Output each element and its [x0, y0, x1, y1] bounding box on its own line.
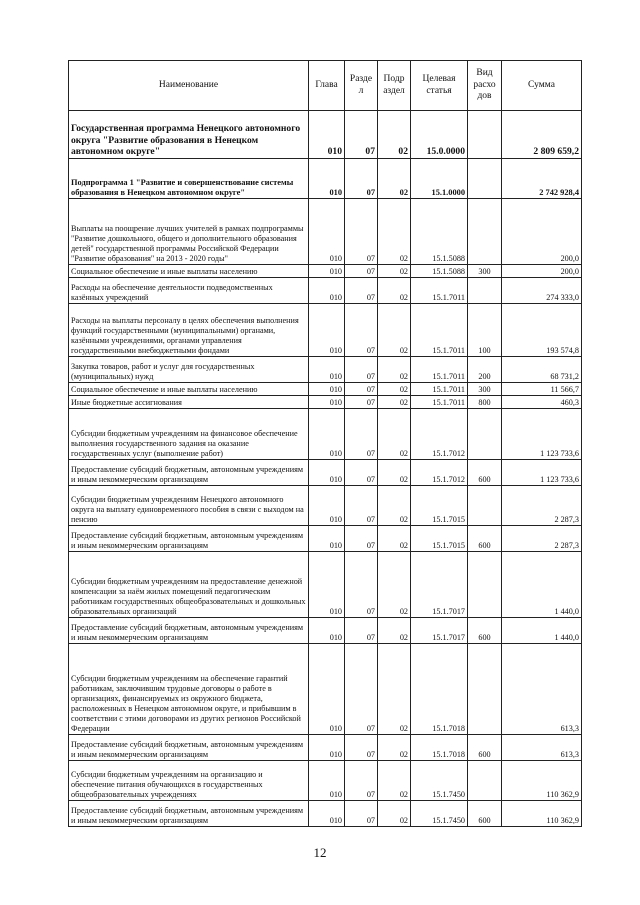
row-target-article-cell: 15.1.7011 [411, 357, 468, 383]
row-chapter-cell: 010 [309, 618, 345, 644]
row-expense-type-cell: 200 [468, 357, 502, 383]
row-section-cell: 07 [345, 396, 378, 409]
row-chapter-cell: 010 [309, 304, 345, 357]
row-chapter-cell: 010 [309, 644, 345, 735]
row-name-cell: Расходы на выплаты персоналу в целях обеспечения выполнения функций государственными (муниципальными) органами, казёнными учреждениями, органами управления государственными внебюджетными фондами [69, 304, 309, 357]
row-name-cell: Предоставление субсидий бюджетным, автономным учреждениям и иным некоммерческим организациям [69, 618, 309, 644]
row-section-cell: 07 [345, 409, 378, 460]
row-subsection-cell: 02 [378, 278, 411, 304]
budget-table [68, 60, 582, 827]
row-subsection-cell: 02 [378, 199, 411, 265]
row-target-article-cell: 15.1.7011 [411, 304, 468, 357]
table-row [69, 618, 582, 644]
column-header-amount: Сумма [502, 61, 582, 111]
row-target-article-cell: 15.1.7017 [411, 552, 468, 618]
column-header-section: Разде л [345, 61, 378, 111]
column-header-chapter: Глава [309, 61, 345, 111]
row-chapter-cell: 010 [309, 409, 345, 460]
row-name-cell: Социальное обеспечение и иные выплаты населению [69, 265, 309, 278]
row-name-cell: Подпрограмма 1 "Развитие и совершенствование системы образования в Ненецком автономном округе" [69, 159, 309, 199]
row-expense-type-cell: 600 [468, 618, 502, 644]
row-name-cell: Субсидии бюджетным учреждениям на обеспечение гарантий работникам, заключившим трудовые договоры о работе в организациях, финансируемых из окружного бюджета, расположенных в Ненецком автономном округе, и прибывшим в соответствии с этими договорами из других регионов Российской Федерации [69, 644, 309, 735]
row-name-cell: Субсидии бюджетным учреждениям на организацию и обеспечение питания обучающихся в государственных общеобразовательных учреждениях [69, 761, 309, 801]
row-section-cell: 07 [345, 460, 378, 486]
row-chapter-cell: 010 [309, 159, 345, 199]
row-target-article-cell: 15.1.7450 [411, 801, 468, 827]
row-name-cell: Закупка товаров, работ и услуг для государственных (муниципальных) нужд [69, 357, 309, 383]
row-amount-cell: 11 566,7 [502, 383, 582, 396]
row-amount-cell: 613,3 [502, 735, 582, 761]
page-number: 12 [313, 845, 327, 860]
row-name-cell: Предоставление субсидий бюджетным, автономным учреждениям и иным некоммерческим организациям [69, 526, 309, 552]
header-row [69, 61, 582, 111]
table-row [69, 304, 582, 357]
row-amount-cell: 68 731,2 [502, 357, 582, 383]
row-section-cell: 07 [345, 199, 378, 265]
table-row [69, 801, 582, 827]
row-expense-type-cell [468, 278, 502, 304]
row-target-article-cell: 15.1.0000 [411, 159, 468, 199]
row-subsection-cell: 02 [378, 265, 411, 278]
row-amount-cell: 460,3 [502, 396, 582, 409]
row-target-article-cell: 15.1.7015 [411, 526, 468, 552]
row-name-cell: Предоставление субсидий бюджетным, автономным учреждениям и иным некоммерческим организациям [69, 801, 309, 827]
row-name-cell: Расходы на обеспечение деятельности подведомственных казённых учреждений [69, 278, 309, 304]
row-name-cell: Субсидии бюджетным учреждениям на финансовое обеспечение выполнения государственного задания на оказание государственных услуг (выполнение работ) [69, 409, 309, 460]
row-amount-cell: 200,0 [502, 265, 582, 278]
row-subsection-cell: 02 [378, 159, 411, 199]
row-subsection-cell: 02 [378, 526, 411, 552]
row-chapter-cell: 010 [309, 357, 345, 383]
table-row [69, 644, 582, 735]
column-header-expense-type: Вид расхо дов [468, 61, 502, 111]
row-subsection-cell: 02 [378, 396, 411, 409]
row-amount-cell: 274 333,0 [502, 278, 582, 304]
row-subsection-cell: 02 [378, 111, 411, 159]
row-amount-cell: 2 287,3 [502, 526, 582, 552]
row-name-cell: Предоставление субсидий бюджетным, автономным учреждениям и иным некоммерческим организациям [69, 735, 309, 761]
table-body [69, 111, 582, 827]
row-chapter-cell: 010 [309, 278, 345, 304]
row-name-cell: Субсидии бюджетным учреждениям на предоставление денежной компенсации за наём жилых помещений педагогическим работникам государственных общеобразовательных и дошкольных образовательных организаций [69, 552, 309, 618]
row-chapter-cell: 010 [309, 486, 345, 526]
table-header [69, 61, 582, 111]
row-amount-cell: 2 287,3 [502, 486, 582, 526]
row-target-article-cell: 15.1.7015 [411, 486, 468, 526]
table-row [69, 199, 582, 265]
row-chapter-cell: 010 [309, 552, 345, 618]
table-row [69, 278, 582, 304]
table-row [69, 526, 582, 552]
row-amount-cell: 2 809 659,2 [502, 111, 582, 159]
row-subsection-cell: 02 [378, 486, 411, 526]
row-amount-cell: 110 362,9 [502, 801, 582, 827]
row-target-article-cell: 15.1.7450 [411, 761, 468, 801]
row-target-article-cell: 15.1.7012 [411, 460, 468, 486]
row-chapter-cell: 010 [309, 761, 345, 801]
table-row [69, 460, 582, 486]
table-row [69, 265, 582, 278]
row-name-cell: Социальное обеспечение и иные выплаты населению [69, 383, 309, 396]
row-section-cell: 07 [345, 526, 378, 552]
row-section-cell: 07 [345, 644, 378, 735]
row-amount-cell: 110 362,9 [502, 761, 582, 801]
row-amount-cell: 200,0 [502, 199, 582, 265]
row-amount-cell: 1 440,0 [502, 552, 582, 618]
row-chapter-cell: 010 [309, 111, 345, 159]
row-target-article-cell: 15.1.7011 [411, 278, 468, 304]
row-subsection-cell: 02 [378, 761, 411, 801]
row-section-cell: 07 [345, 552, 378, 618]
row-target-article-cell: 15.1.5088 [411, 265, 468, 278]
row-section-cell: 07 [345, 486, 378, 526]
row-expense-type-cell [468, 159, 502, 199]
row-section-cell: 07 [345, 618, 378, 644]
row-subsection-cell: 02 [378, 304, 411, 357]
row-section-cell: 07 [345, 159, 378, 199]
row-expense-type-cell: 600 [468, 460, 502, 486]
row-expense-type-cell: 800 [468, 396, 502, 409]
row-chapter-cell: 010 [309, 801, 345, 827]
row-chapter-cell: 010 [309, 199, 345, 265]
row-section-cell: 07 [345, 801, 378, 827]
table-row [69, 111, 582, 159]
table-row [69, 396, 582, 409]
row-name-cell: Иные бюджетные ассигнования [69, 396, 309, 409]
row-expense-type-cell [468, 111, 502, 159]
row-subsection-cell: 02 [378, 460, 411, 486]
row-name-cell: Выплаты на поощрение лучших учителей в рамках подпрограммы "Развитие дошкольного, общего и дополнительного образования детей" государственной программы Российской Федерации "Развитие образования" на 2013 - 2020 годы" [69, 199, 309, 265]
row-target-article-cell: 15.0.0000 [411, 111, 468, 159]
column-header-name: Наименование [69, 61, 309, 111]
row-chapter-cell: 010 [309, 526, 345, 552]
row-expense-type-cell [468, 409, 502, 460]
row-target-article-cell: 15.1.7018 [411, 644, 468, 735]
row-chapter-cell: 010 [309, 735, 345, 761]
row-expense-type-cell: 300 [468, 383, 502, 396]
row-target-article-cell: 15.1.7018 [411, 735, 468, 761]
table-row [69, 552, 582, 618]
table-row [69, 761, 582, 801]
row-expense-type-cell: 300 [468, 265, 502, 278]
row-section-cell: 07 [345, 761, 378, 801]
row-section-cell: 07 [345, 357, 378, 383]
table-row [69, 409, 582, 460]
table-row [69, 159, 582, 199]
row-expense-type-cell [468, 644, 502, 735]
row-subsection-cell: 02 [378, 644, 411, 735]
row-amount-cell: 2 742 928,4 [502, 159, 582, 199]
row-subsection-cell: 02 [378, 801, 411, 827]
row-section-cell: 07 [345, 265, 378, 278]
row-target-article-cell: 15.1.5088 [411, 199, 468, 265]
row-target-article-cell: 15.1.7011 [411, 396, 468, 409]
row-expense-type-cell [468, 552, 502, 618]
row-amount-cell: 1 440,0 [502, 618, 582, 644]
row-chapter-cell: 010 [309, 460, 345, 486]
table-row [69, 357, 582, 383]
row-amount-cell: 613,3 [502, 644, 582, 735]
row-subsection-cell: 02 [378, 383, 411, 396]
table-row [69, 486, 582, 526]
row-target-article-cell: 15.1.7011 [411, 383, 468, 396]
row-expense-type-cell [468, 761, 502, 801]
row-section-cell: 07 [345, 735, 378, 761]
table-row [69, 383, 582, 396]
row-section-cell: 07 [345, 383, 378, 396]
row-expense-type-cell [468, 199, 502, 265]
column-header-subsection: Подр аздел [378, 61, 411, 111]
row-subsection-cell: 02 [378, 357, 411, 383]
row-name-cell: Государственная программа Ненецкого автономного округа "Развитие образования в Ненецком автономном округе" [69, 111, 309, 159]
row-chapter-cell: 010 [309, 396, 345, 409]
row-name-cell: Предоставление субсидий бюджетным, автономным учреждениям и иным некоммерческим организациям [69, 460, 309, 486]
row-amount-cell: 1 123 733,6 [502, 460, 582, 486]
row-section-cell: 07 [345, 111, 378, 159]
row-expense-type-cell: 100 [468, 304, 502, 357]
row-expense-type-cell [468, 486, 502, 526]
row-expense-type-cell: 600 [468, 801, 502, 827]
row-chapter-cell: 010 [309, 265, 345, 278]
row-target-article-cell: 15.1.7012 [411, 409, 468, 460]
row-subsection-cell: 02 [378, 735, 411, 761]
row-section-cell: 07 [345, 304, 378, 357]
row-amount-cell: 1 123 733,6 [502, 409, 582, 460]
row-name-cell: Субсидии бюджетным учреждениям Ненецкого автономного округа на выплату единовременного пособия в связи с выходом на пенсию [69, 486, 309, 526]
row-subsection-cell: 02 [378, 618, 411, 644]
row-amount-cell: 193 574,8 [502, 304, 582, 357]
row-section-cell: 07 [345, 278, 378, 304]
row-subsection-cell: 02 [378, 409, 411, 460]
row-expense-type-cell: 600 [468, 735, 502, 761]
table-row [69, 735, 582, 761]
row-subsection-cell: 02 [378, 552, 411, 618]
row-chapter-cell: 010 [309, 383, 345, 396]
row-target-article-cell: 15.1.7017 [411, 618, 468, 644]
row-expense-type-cell: 600 [468, 526, 502, 552]
column-header-target-article: Целевая статья [411, 61, 468, 111]
